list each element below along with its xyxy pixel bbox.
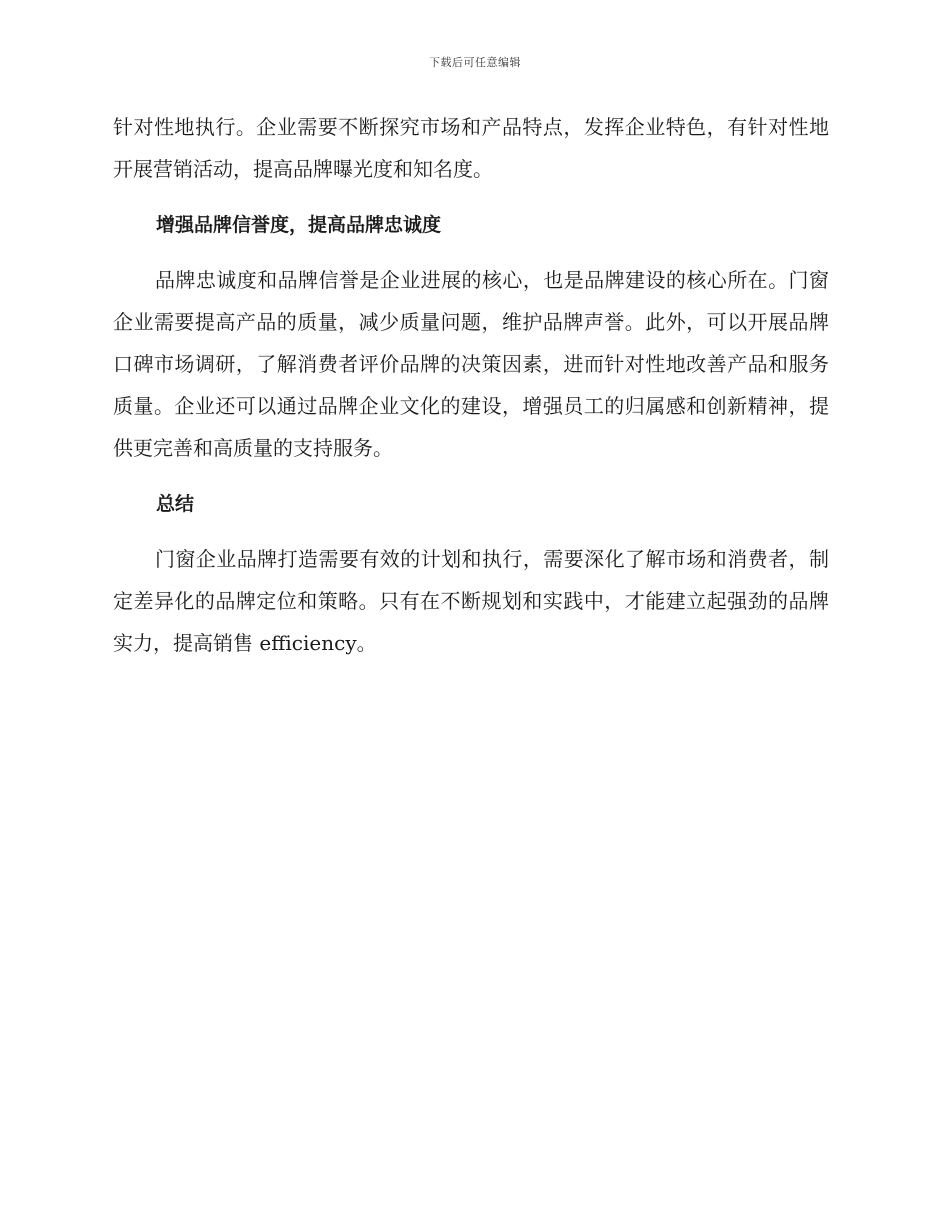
section-heading-brand-reputation: 增强品牌信誉度，提高品牌忠诚度 — [156, 214, 442, 236]
section-heading-summary: 总结 — [156, 493, 195, 515]
paragraph-summary: 门窗企业品牌打造需要有效的计划和执行，需要深化了解市场和消费者，制定差异化的品牌定位和策略。只有在不断规划和实践中，才能建立起强劲的品牌实力，提高销售 efficiency。 — [113, 547, 829, 655]
paragraph-brand-loyalty: 品牌忠诚度和品牌信誉是企业进展的核心，也是品牌建设的核心所在。门窗企业需要提高产品的质量，减少质量问题，维护品牌声誉。此外，可以开展品牌口碑市场调研，了解消费者评价品牌的决策因素，进而针对性地改善产品和服务质量。企业还可以通过品牌企业文化的建设，增强员工的归属感和创新精神，提供更完善和高质量的支持服务。 — [113, 268, 829, 460]
document-body — [113, 106, 829, 664]
paragraph-continuation: 针对性地执行。企业需要不断探究市场和产品特点，发挥企业特色，有针对性地开展营销活动，提高品牌曝光度和知名度。 — [113, 115, 829, 181]
page-header: 下载后可任意编辑 — [429, 56, 521, 69]
